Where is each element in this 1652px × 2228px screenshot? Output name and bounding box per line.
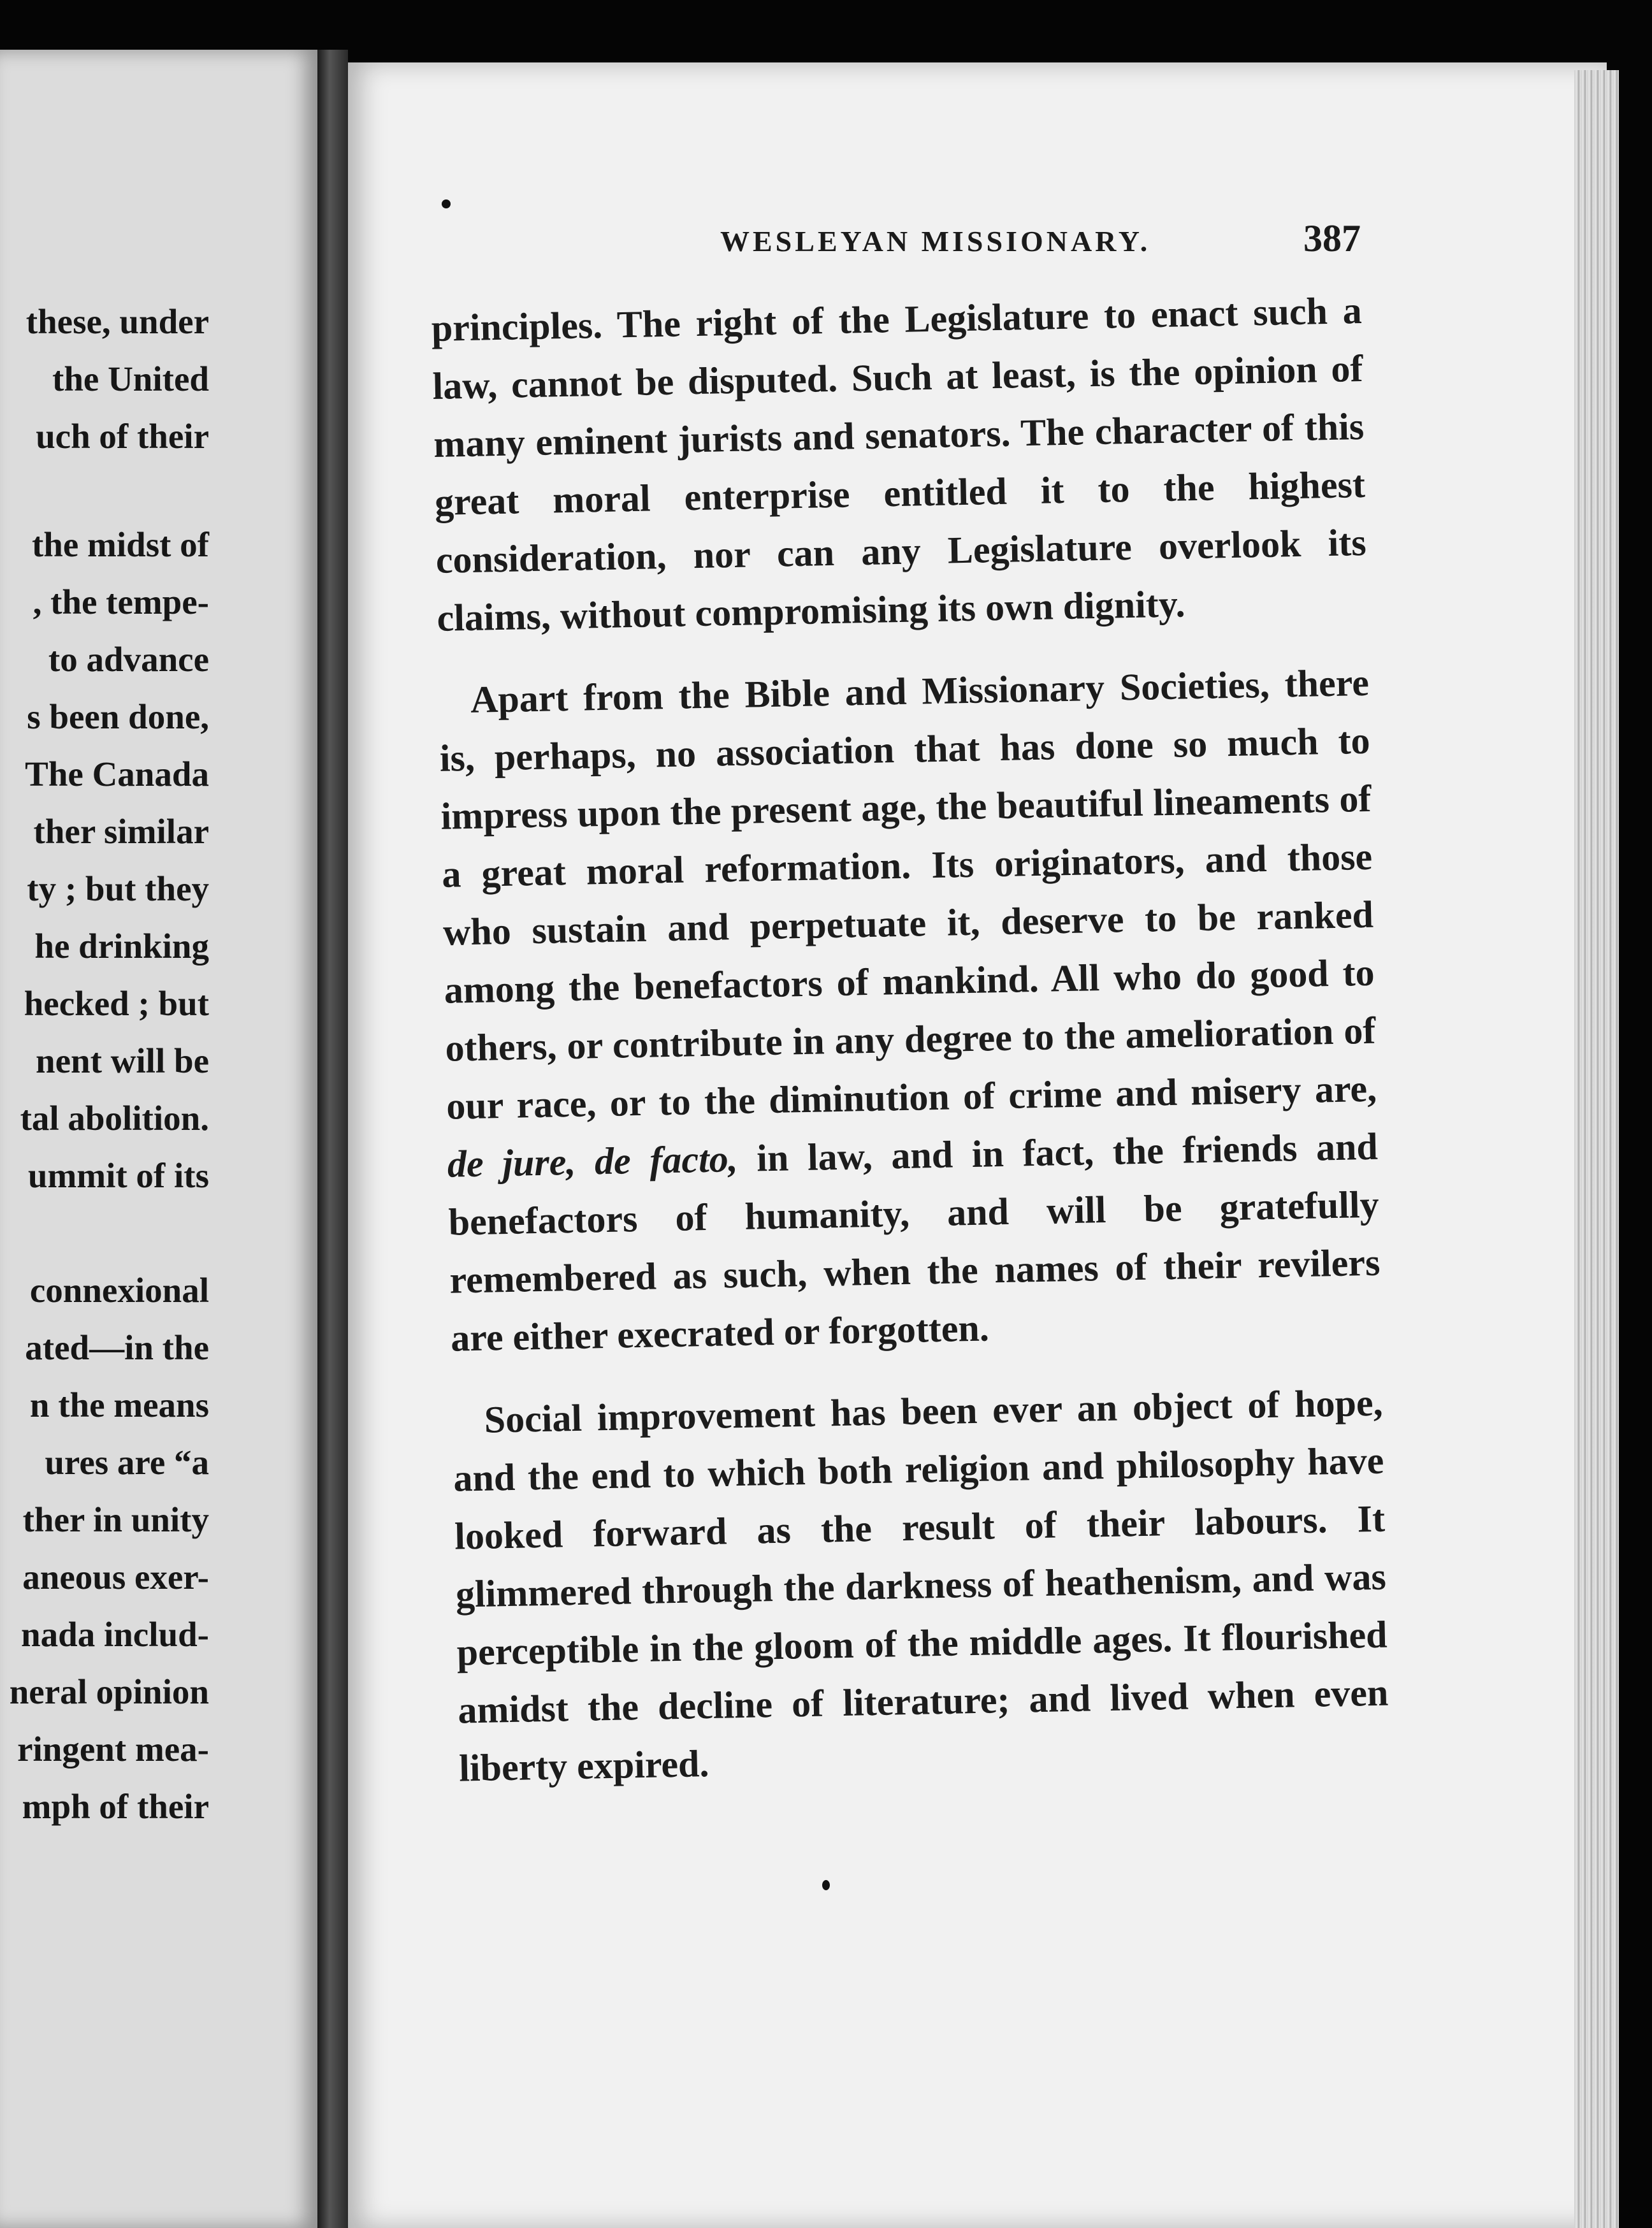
- previous-page-line: ty ; but they: [27, 869, 209, 908]
- previous-page-line: ther in unity: [22, 1500, 209, 1539]
- page-number: 387: [1303, 217, 1361, 259]
- previous-page-line: these, under: [25, 302, 209, 341]
- latin-phrase: de jure, de facto,: [447, 1138, 739, 1185]
- previous-page-line: uch of their: [36, 417, 209, 456]
- body-text: [431, 282, 1391, 1822]
- scan-border: [0, 0, 1652, 50]
- previous-page-line: connexional: [29, 1271, 209, 1310]
- previous-page-line: ringent mea-: [17, 1730, 209, 1769]
- previous-page-line: ummit of its: [27, 1156, 209, 1195]
- ink-speck: [822, 1880, 830, 1890]
- previous-page-line: to advance: [48, 640, 209, 679]
- previous-page-line: neral opinion: [9, 1672, 209, 1711]
- previous-page-line: tal abolition.: [20, 1099, 209, 1138]
- previous-page-line: ures are “a: [45, 1443, 209, 1482]
- previous-page-line: , the tempe-: [33, 582, 209, 621]
- book-gutter: [317, 50, 348, 2228]
- paragraph: [438, 654, 1382, 1368]
- paragraph: Social improvement has been ever an object of hope, and the end to which both religion and philosophy have looked forward as the result of their labours. It glimmered through the darkness of heathenism, and was perceptible in the gloom of the middle ages. It flourished amidst the decline of literature; and lived when even liberty expired.: [453, 1381, 1389, 1790]
- previous-page-line: nada includ-: [21, 1615, 209, 1654]
- previous-page-line: n the means: [29, 1385, 209, 1424]
- previous-page-line: mph of their: [22, 1787, 209, 1826]
- previous-page-line: aneous exer-: [22, 1558, 209, 1596]
- previous-page-line: s been done,: [27, 697, 209, 736]
- previous-page-line: the United: [52, 359, 209, 398]
- previous-page-line: hecked ; but: [24, 984, 209, 1023]
- previous-page-line: ated—in the: [25, 1328, 209, 1367]
- running-head: WESLEYAN MISSIONARY.: [720, 225, 1151, 257]
- ink-speck: [442, 199, 451, 208]
- paragraph-text: Apart from the Bible and Missionary Societies, there is, perhaps, no association that has done so much to impress upon the present age, the beautiful lineaments of a great moral reformation. Its originators, and those who sustain and perpetuate it, deserve to be ranked among the benefactors of mankind. All who do good to others, or contribute in any degree to the amelioration of our race, or to the diminution of crime and misery are,: [439, 661, 1377, 1127]
- previous-page-line: he drinking: [34, 927, 209, 966]
- paragraph: principles. The right of the Legislature to enact such a law, cannot be disputed. Such at least, is the opinion of many eminent jurists and senators. The character of this great moral enterprise entitled it to the highest consideration, nor can any Legislature overlook its claims, without compromising its own dignity.: [431, 289, 1367, 639]
- previous-page-line: the midst of: [31, 525, 209, 564]
- previous-page-line: ther similar: [33, 812, 209, 851]
- previous-page: [0, 50, 317, 2228]
- previous-page-line: nent will be: [36, 1041, 209, 1080]
- page-edges: [1574, 70, 1619, 2228]
- paragraph-text: in law, and in fact, the friends and benefactors of humanity, and will be gratefully remembered as such, when the names of their revilers are either execrated or forgotten.: [448, 1125, 1380, 1359]
- previous-page-line: The Canada: [25, 755, 209, 793]
